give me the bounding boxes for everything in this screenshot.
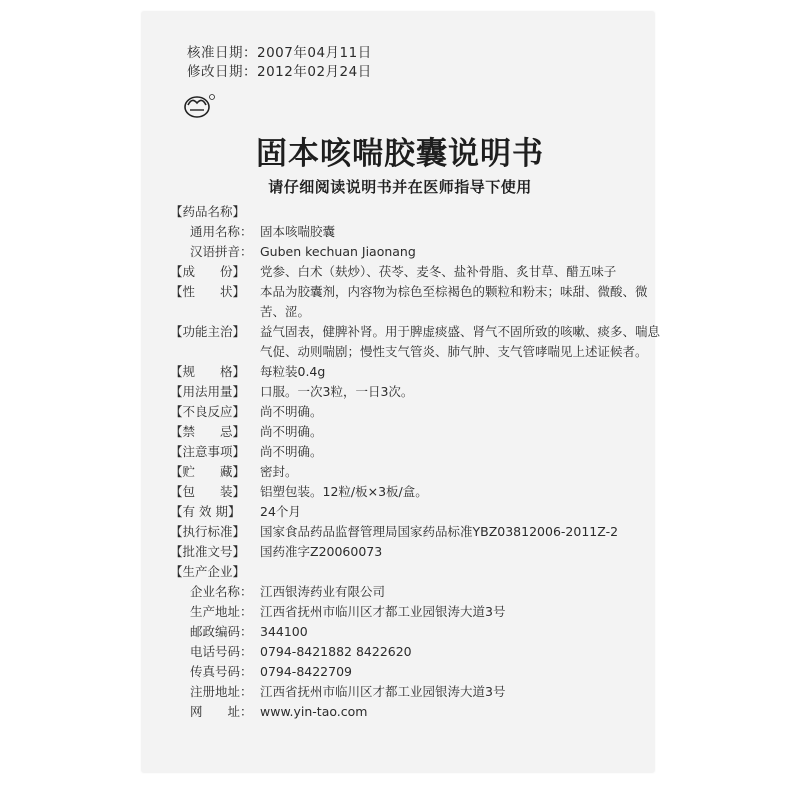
field-label: 【注意事项】 (170, 444, 246, 459)
field-value: 益气固表，健脾补肾。用于脾虚痰盛、肾气不固所致的咳嗽、痰多、喘息气促、动则喘剧；慢性支气管炎、肺气肿、支气管哮喘见上述证候者。 (260, 324, 661, 359)
field-value: 344100 (260, 624, 308, 639)
info-rows (170, 202, 660, 722)
sub-field-row (170, 602, 660, 622)
section-row (170, 422, 660, 442)
field-value: 0794-8421882 8422620 (260, 644, 412, 659)
field-value: 尚不明确。 (260, 424, 323, 439)
document-title: 固本咳喘胶囊说明书 (256, 136, 544, 172)
date-block (187, 44, 372, 82)
revision-date: 修改日期：2012年02月24日 (187, 64, 372, 80)
section-row (170, 202, 660, 222)
sub-field-row (170, 702, 660, 722)
sub-field-row (170, 642, 660, 662)
field-label: 企业名称： (190, 584, 253, 599)
field-value: 本品为胶囊剂，内容物为棕色至棕褐色的颗粒和粉末；味甜、微酸、微苦、涩。 (260, 284, 648, 319)
field-value: 24个月 (260, 504, 301, 519)
sub-field-row (170, 622, 660, 642)
field-label: 【不良反应】 (170, 404, 246, 419)
section-row (170, 442, 660, 462)
field-label: 网 址： (190, 704, 253, 719)
field-label: 通用名称： (190, 224, 253, 239)
sub-field-row (170, 662, 660, 682)
field-value: 口服。一次3粒，一日3次。 (260, 384, 414, 399)
field-value: Guben kechuan Jiaonang (260, 244, 416, 259)
section-row (170, 502, 660, 522)
field-value: 尚不明确。 (260, 444, 323, 459)
field-value: 江西省抚州市临川区才都工业园银涛大道3号 (260, 684, 506, 699)
company-logo-icon (183, 93, 215, 119)
field-label: 【功能主治】 (170, 324, 246, 339)
sub-field-row (170, 242, 660, 262)
field-value: 江西省抚州市临川区才都工业园银涛大道3号 (260, 604, 506, 619)
section-row (170, 462, 660, 482)
sub-field-row (170, 582, 660, 602)
field-label: 【禁 忌】 (170, 424, 246, 439)
field-label: 【执行标准】 (170, 524, 246, 539)
section-row (170, 382, 660, 402)
field-value: 密封。 (260, 464, 298, 479)
field-value: www.yin-tao.com (260, 704, 368, 719)
section-row (170, 282, 660, 322)
section-row (170, 522, 660, 542)
field-label: 【规 格】 (170, 364, 246, 379)
field-label: 【生产企业】 (170, 564, 246, 579)
field-value: 0794-8422709 (260, 664, 352, 679)
sub-field-row (170, 222, 660, 242)
field-value: 每粒装0.4g (260, 364, 326, 379)
field-label: 【贮 藏】 (170, 464, 246, 479)
field-value: 尚不明确。 (260, 404, 323, 419)
field-label: 注册地址： (190, 684, 253, 699)
field-label: 【批准文号】 (170, 544, 246, 559)
field-label: 【性 状】 (170, 284, 246, 299)
field-label: 电话号码： (190, 644, 253, 659)
field-value: 铝塑包装。12粒/板×3板/盒。 (260, 484, 428, 499)
field-value: 国药准字Z20060073 (260, 544, 383, 559)
sub-field-row (170, 682, 660, 702)
field-label: 传真号码： (190, 664, 253, 679)
field-label: 汉语拼音： (190, 244, 253, 259)
section-row (170, 322, 660, 362)
section-row (170, 362, 660, 382)
field-label: 【用法用量】 (170, 384, 246, 399)
field-label: 【成 份】 (170, 264, 246, 279)
section-row (170, 542, 660, 562)
field-value: 江西银涛药业有限公司 (260, 584, 386, 599)
field-label: 【包 装】 (170, 484, 246, 499)
field-label: 【有 效 期】 (170, 504, 241, 519)
field-label: 邮政编码： (190, 624, 253, 639)
field-label: 生产地址： (190, 604, 253, 619)
field-value: 固本咳喘胶囊 (260, 224, 336, 239)
field-value: 党参、白术（麸炒）、茯苓、麦冬、盐补骨脂、炙甘草、醋五味子 (260, 264, 617, 279)
document-subtitle: 请仔细阅读说明书并在医师指导下使用 (268, 178, 532, 196)
section-row (170, 562, 660, 582)
field-value: 国家食品药品监督管理局国家药品标准YBZ03812006-2011Z-2 (260, 524, 619, 539)
field-label: 【药品名称】 (170, 204, 246, 219)
section-row (170, 402, 660, 422)
approval-date: 核准日期：2007年04月11日 (187, 45, 372, 61)
section-row (170, 262, 660, 282)
section-row (170, 482, 660, 502)
